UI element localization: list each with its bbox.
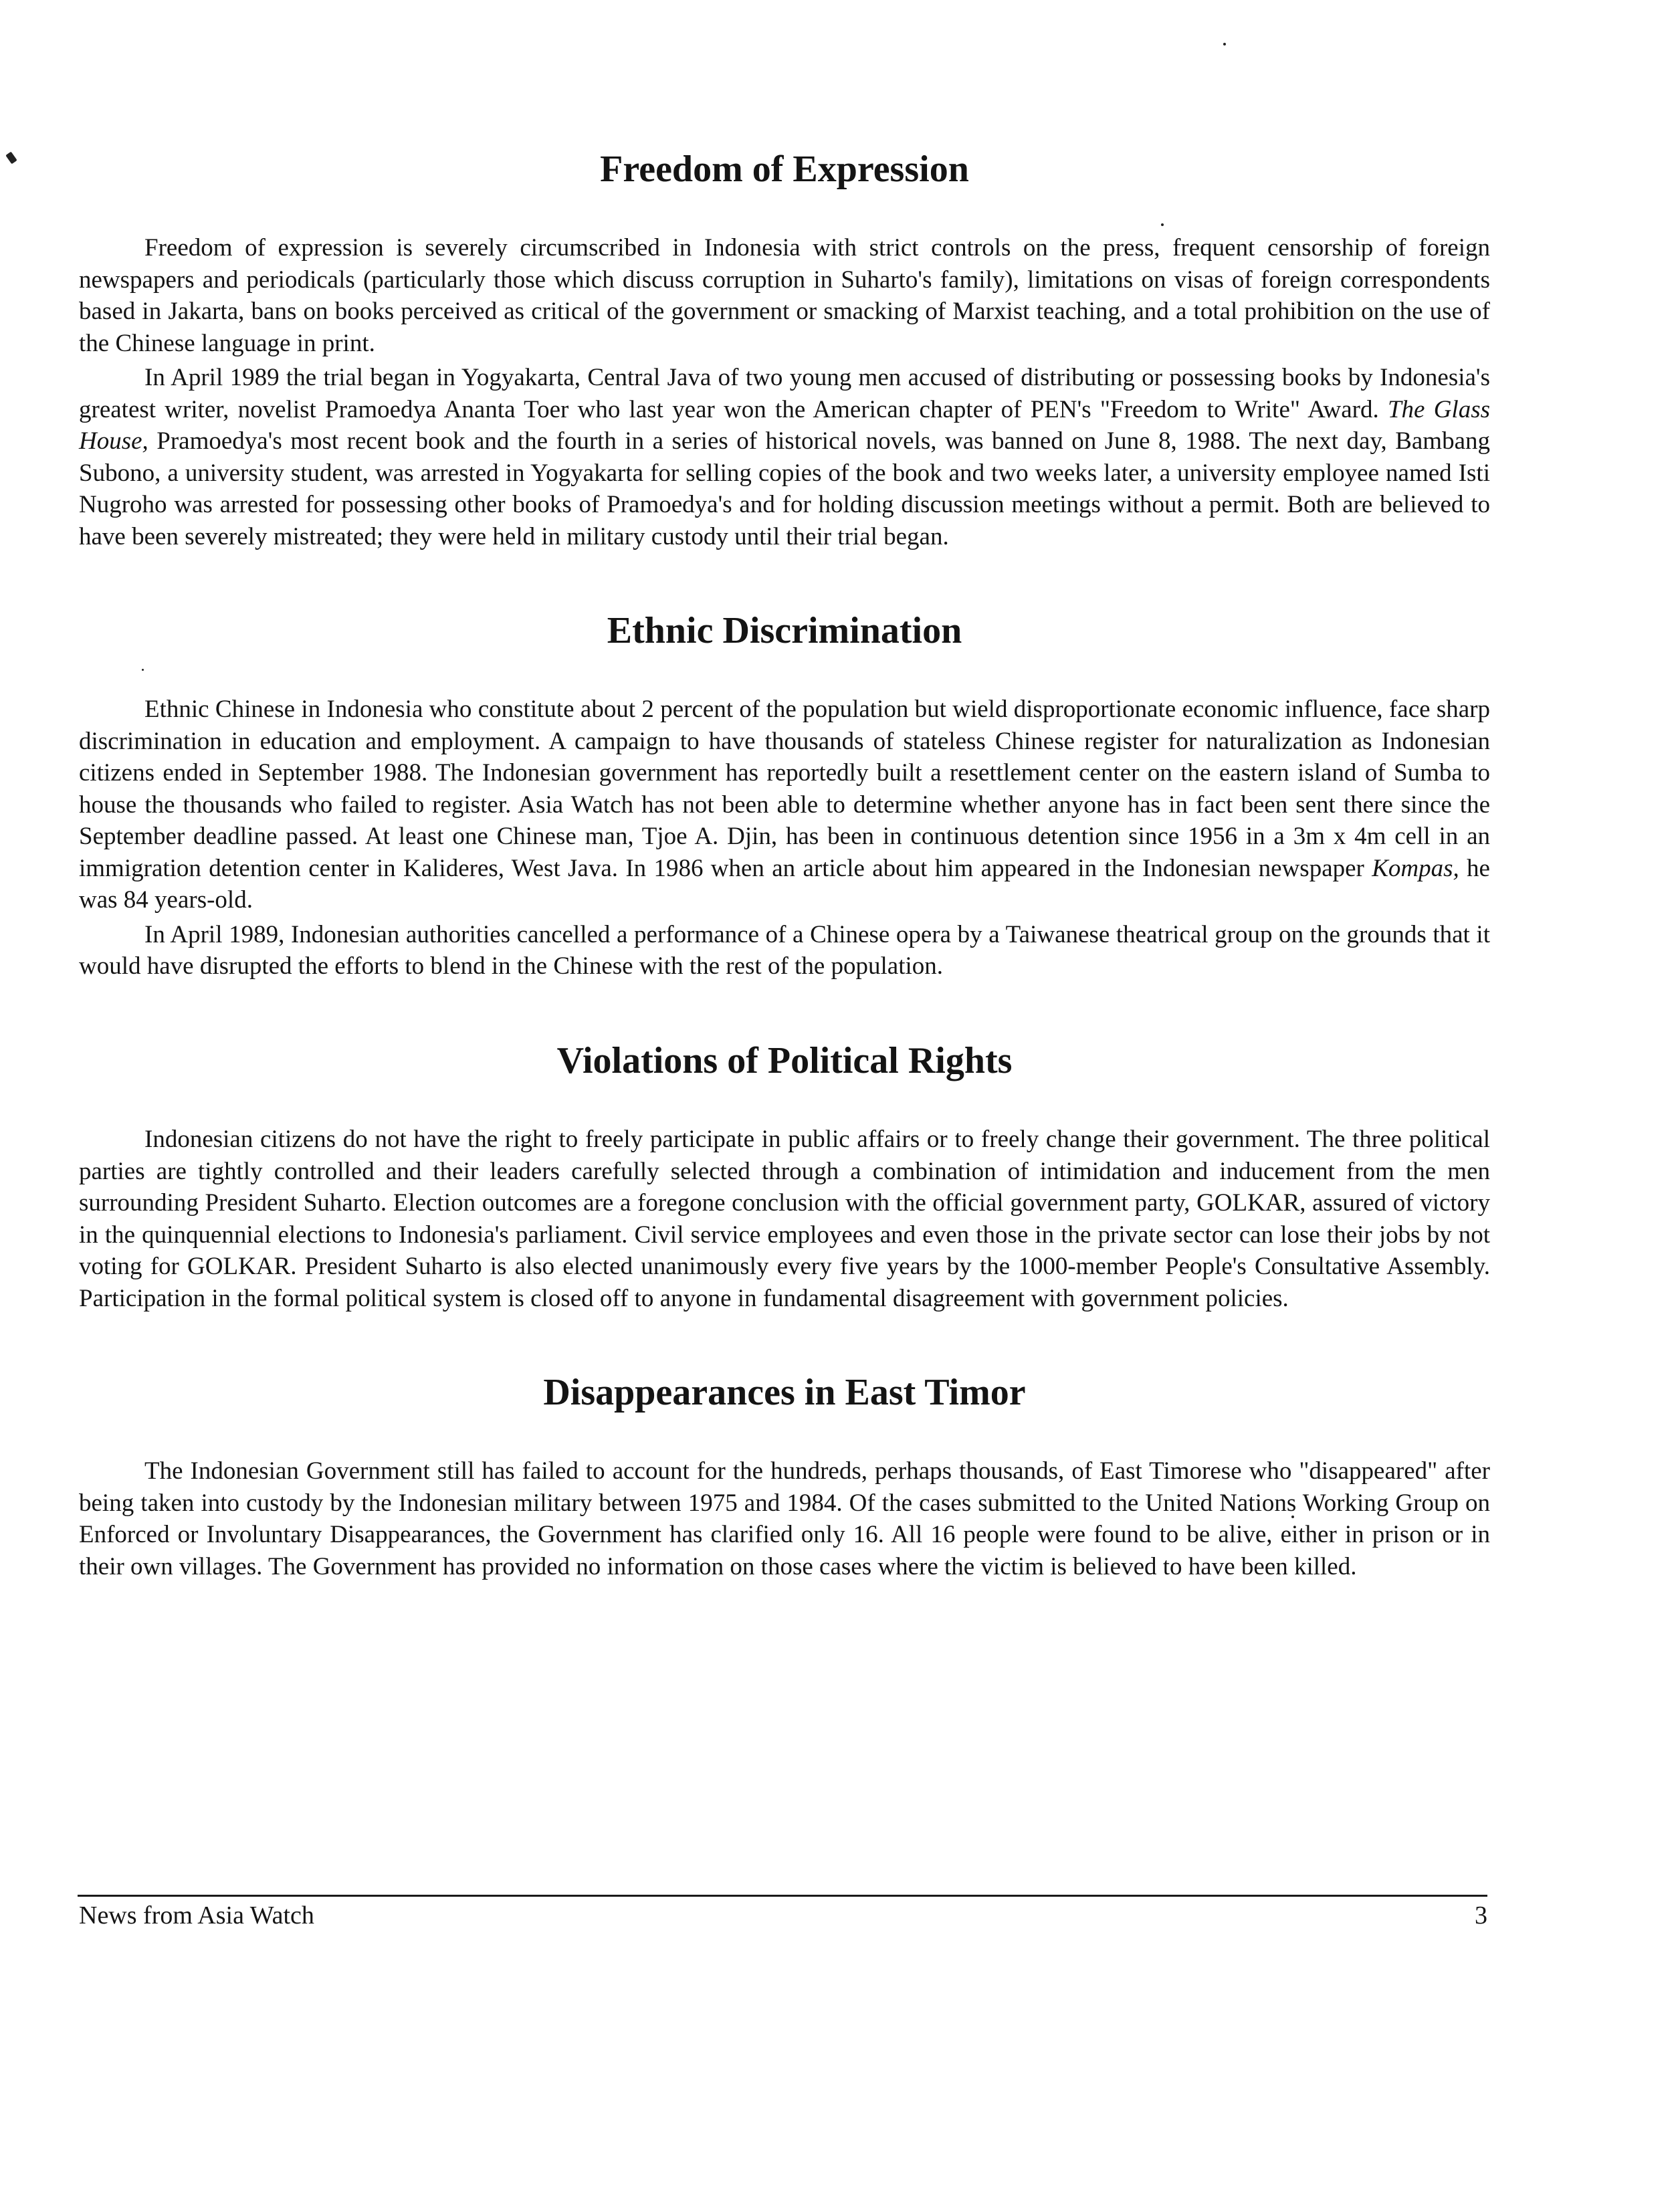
- section-heading: Disappearances in East Timor: [543, 1372, 1026, 1414]
- scan-speck: [5, 152, 17, 165]
- newspaper-title: Kompas,: [1372, 854, 1459, 882]
- paragraph-text: In April 1989, Indonesian authorities cancelled a performance of a Chinese opera by a Taiwanese theatrical group on the grounds that it would have disrupted the efforts to blend in the Chinese with the rest of the population.: [79, 920, 1490, 980]
- footer-divider: [78, 1895, 1487, 1897]
- paragraph: [79, 919, 1490, 982]
- paragraph-text: Pramoedya's most recent book and the fourth in a series of historical novels, was banned on June 8, 1988. The next day, Bambang Subono, a university student, was arrested in Yogyakarta for selling copies of the book and two weeks later, a university employee named Isti Nugroho was arrested for possessing other books of Pramoedya's and for holding discussion meetings without a permit. Both are believed to have been severely mistreated; they were held in military custody until their trial began.: [79, 427, 1490, 550]
- page-number: 3: [1475, 1901, 1487, 1930]
- paragraph-text: In April 1989 the trial began in Yogyakarta, Central Java of two young men accused of distributing or possessing books by Indonesia's greatest writer, novelist Pramoedya Ananta Toer who last year won the American chapter of PEN's "Freedom to Write" Award.: [79, 364, 1490, 423]
- section-ethnic-discrimination: [79, 609, 1490, 982]
- article-body: [79, 147, 1490, 1639]
- paragraph: [79, 362, 1490, 552]
- paragraph-text: Freedom of expression is severely circumscribed in Indonesia with strict controls on the press, frequent censorship of foreign newspapers and periodicals (particularly those which discuss corruption in Suharto's family), limitations on visas of foreign correspondents based in Jakarta, bans on books perceived as critical of the government or smacking of Marxist teaching, and a total prohibition on the use of the Chinese language in print.: [79, 234, 1490, 357]
- paragraph-text: he was 84 years-old.: [79, 854, 1490, 914]
- paragraph: [79, 1455, 1490, 1582]
- paragraph-text: Indonesian citizens do not have the right to freely participate in public affairs or to freely change their government. The three political parties are tightly controlled and their leaders carefully selected through a combination of intimidation and inducement from the men surrounding President Suharto. Election outcomes are a foregone conclusion with the official government party, GOLKAR, assured of victory in the quinquennial elections to Indonesia's parliament. Civil service employees and even those in the private sector can lose their jobs by not voting for GOLKAR. President Suharto is also elected unanimously every five years by the 1000-member People's Consultative Assembly. Participation in the formal political system is closed off to anyone in fundamental disagreement with government policies.: [79, 1126, 1490, 1312]
- section-heading: Violations of Political Rights: [556, 1039, 1013, 1081]
- book-title: The Glass House,: [79, 395, 1490, 455]
- section-heading: Freedom of Expression: [600, 148, 969, 190]
- section-heading: Ethnic Discrimination: [607, 610, 962, 652]
- paragraph-text: The Indonesian Government still has failed to account for the hundreds, perhaps thousands, of East Timorese who "disappeared" after being taken into custody by the Indonesian military between 1975 and 1984. Of the cases submitted to the United Nations Working Group on Enforced or Involuntary Disappearances, the Government has clarified only 16. All 16 people were found to be alive, either in prison or in their own villages. The Government has provided no information on those cases where the victim is believed to have been killed.: [79, 1457, 1490, 1580]
- paragraph: [79, 1124, 1490, 1314]
- paragraph: [79, 694, 1490, 916]
- paragraph-text: Ethnic Chinese in Indonesia who constitute about 2 percent of the population but wield disproportionate economic influence, face sharp discrimination in education and employment. A campaign to have thousands of stateless Chinese register for naturalization as Indonesian citizens ended in September 1988. The Indonesian government has reportedly built a resettlement center on the eastern island of Sumba to house the thousands who failed to register. Asia Watch has not been able to determine whether anyone has in fact been sent there since the September deadline passed. At least one Chinese man, Tjoe A. Djin, has been in continuous detention since 1956 in a 3m x 4m cell in an immigration detention center in Kalideres, West Java. In 1986 when an article about him appeared in the Indonesian newspaper: [79, 696, 1490, 882]
- scan-speck: [1223, 43, 1226, 45]
- footer-publication: News from Asia Watch: [79, 1901, 314, 1930]
- section-political-rights: [79, 1039, 1490, 1314]
- section-east-timor: [79, 1370, 1490, 1582]
- paragraph: [79, 232, 1490, 359]
- section-freedom-of-expression: [79, 147, 1490, 552]
